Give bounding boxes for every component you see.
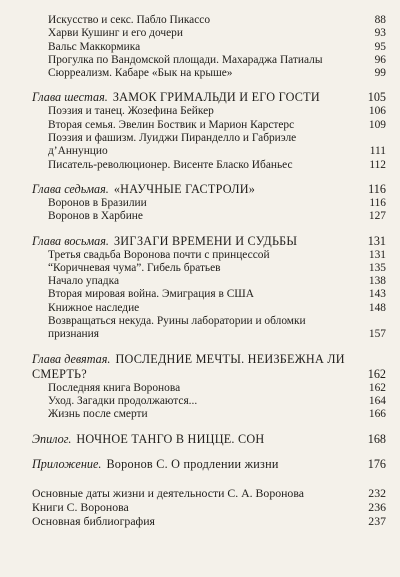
toc-entry [32, 105, 386, 118]
page-number: 131 [367, 233, 386, 248]
chapter-label: Глава шестая. [32, 90, 108, 105]
page-number: 131 [368, 248, 386, 261]
toc-entry-title-line: признания [48, 328, 99, 341]
toc-entry-text [32, 234, 348, 249]
toc-entry-text [48, 54, 348, 67]
toc-entry-title: Уход. Загадки продолжаются... [48, 394, 198, 407]
page-number: 232 [368, 485, 386, 500]
page-number: 112 [369, 158, 386, 171]
chapter-title: ЗИГЗАГИ ВРЕМЕНИ И СУДЬБЫ [113, 233, 298, 248]
toc-entry [32, 288, 386, 301]
page-number: 237 [368, 513, 386, 528]
toc-entry [32, 14, 386, 27]
toc-entry [32, 90, 386, 105]
page-number: 162 [367, 366, 386, 381]
page-number: 96 [374, 53, 386, 66]
page-number: 109 [368, 118, 386, 131]
toc-entry-title: Последняя книга Воронова [48, 381, 181, 394]
toc-entry-text [48, 408, 348, 421]
page-number: 116 [369, 196, 386, 209]
toc-entry [32, 315, 386, 342]
toc-entry-title: Книжное наследие [48, 301, 140, 314]
page-number: 127 [368, 210, 386, 223]
toc-entry-title-line: д’Аннунцио [48, 145, 108, 158]
toc-entry [32, 210, 386, 223]
toc-entry-title: Прогулка по Вандомской площади. Махараджа Патиалы [48, 53, 323, 66]
toc-entry-text [32, 500, 348, 514]
page-number: 162 [368, 381, 386, 394]
toc-entry [32, 27, 386, 40]
toc-entry-title: Книги С. Воронова [32, 499, 129, 514]
toc-entry-title: “Коричневая чума”. Гибель братьев [48, 261, 221, 274]
page-number: 106 [368, 105, 386, 118]
toc-entry-text [48, 14, 348, 27]
page-number: 164 [368, 394, 386, 407]
toc-entry-text [48, 395, 348, 408]
toc-entry [32, 500, 386, 514]
chapter-title-continued: СМЕРТЬ? [32, 366, 87, 381]
page-number: 111 [369, 145, 386, 158]
toc-entry [32, 457, 386, 472]
toc-entry [32, 119, 386, 132]
chapter-label: Приложение. [32, 456, 102, 471]
toc-entry-text [48, 159, 348, 172]
toc-entry-title: Вторая семья. Эвелин Боствик и Марион Карстерс [48, 118, 295, 131]
toc-entry-text [48, 275, 348, 288]
page-number: 166 [368, 408, 386, 421]
toc-entry-title: Жизнь после смерти [48, 408, 148, 421]
toc-entry [32, 514, 386, 528]
toc-entry-title: Искусство и секс. Пабло Пикассо [48, 14, 211, 26]
toc-entry-text [32, 486, 348, 500]
page-number: 88 [374, 14, 386, 26]
chapter-title: ЗАМОК ГРИМАЛЬДИ И ЕГО ГОСТИ [112, 90, 320, 105]
chapter-title: ПОСЛЕДНИЕ МЕЧТЫ. НЕИЗБЕЖНА ЛИ [115, 351, 345, 366]
toc-entry-title: Сюрреализм. Кабаре «Бык на крыше» [48, 67, 233, 80]
toc-entry-title: Основные даты жизни и деятельности С. А. Воронова [32, 485, 304, 500]
toc-entry [32, 395, 386, 408]
toc-entry-text [32, 352, 348, 382]
toc-entry-title-line: Поэзия и фашизм. Луиджи Пиранделло и Габриэле [48, 132, 297, 145]
toc-entry-text [48, 67, 348, 80]
toc-entry-text [48, 288, 348, 301]
page-number: 168 [367, 431, 386, 446]
toc-entry-text [48, 119, 348, 132]
page-number: 138 [368, 275, 386, 288]
toc-entry [32, 352, 386, 382]
toc-entry-text [48, 41, 348, 54]
toc-entry [32, 54, 386, 67]
page-number: 105 [367, 90, 386, 105]
page-number: 176 [367, 456, 386, 471]
toc-entry-title: Вальс Маккормика [48, 40, 141, 53]
toc-entry-text [48, 132, 348, 159]
chapter-label: Глава седьмая. [32, 181, 109, 196]
toc-entry-text [48, 302, 348, 315]
toc-entry [32, 275, 386, 288]
toc-entry [32, 432, 386, 447]
toc-entry-text [48, 197, 348, 210]
table-of-contents [32, 14, 386, 528]
toc-entry-text [32, 514, 348, 528]
toc-entry-text [48, 249, 348, 262]
chapter-title: Воронов С. О продлении жизни [106, 456, 279, 471]
toc-entry-text [32, 90, 348, 105]
toc-entry-title: Поэзия и танец. Жозефина Бейкер [48, 105, 214, 118]
chapter-label: Глава восьмая. [32, 233, 109, 248]
toc-entry-title: Харви Кушинг и его дочери [48, 27, 183, 40]
page-number: 148 [368, 301, 386, 314]
toc-entry [32, 486, 386, 500]
toc-entry [32, 249, 386, 262]
toc-entry [32, 408, 386, 421]
toc-entry [32, 132, 386, 159]
page-number: 135 [368, 261, 386, 274]
chapter-title: «НАУЧНЫЕ ГАСТРОЛИ» [113, 181, 256, 196]
chapter-label: Глава девятая. [32, 351, 111, 366]
chapter-label: Эпилог. [32, 431, 72, 446]
page-number: 236 [368, 499, 386, 514]
toc-entry-title: Начало упадка [48, 275, 119, 288]
toc-entry [32, 182, 386, 197]
toc-entry-title-line: Возвращаться некуда. Руины лаборатории и обломки [48, 315, 306, 328]
toc-entry-title: Воронов в Харбине [48, 210, 143, 223]
toc-entry [32, 262, 386, 275]
toc-entry-text [32, 182, 348, 197]
toc-entry-title: Писатель-революционер. Висенте Бласко Ибаньес [48, 158, 293, 171]
toc-entry [32, 67, 386, 80]
toc-entry-text [48, 315, 348, 342]
toc-entry-text [32, 432, 348, 447]
toc-entry [32, 234, 386, 249]
toc-entry-text [48, 27, 348, 40]
toc-entry [32, 159, 386, 172]
toc-entry-text [32, 457, 348, 472]
toc-entry-text [48, 105, 348, 118]
toc-entry [32, 197, 386, 210]
page-number: 99 [374, 67, 386, 80]
page-number: 95 [374, 40, 386, 53]
toc-entry-title: Третья свадьба Воронова почти с принцессой [48, 248, 270, 261]
toc-entry-title: Воронов в Бразилии [48, 196, 147, 209]
page-number: 116 [368, 181, 386, 196]
toc-entry [32, 382, 386, 395]
toc-entry-text [48, 262, 348, 275]
toc-entry-text [48, 210, 348, 223]
toc-entry-title: Вторая мировая война. Эмиграция в США [48, 288, 255, 301]
page-number: 143 [368, 288, 386, 301]
page-number: 93 [374, 27, 386, 40]
chapter-title: НОЧНОЕ ТАНГО В НИЦЦЕ. СОН [76, 431, 265, 446]
page-number: 157 [368, 328, 386, 341]
toc-entry [32, 302, 386, 315]
toc-entry-title: Основная библиография [32, 513, 155, 528]
toc-entry-text [48, 382, 348, 395]
toc-entry [32, 41, 386, 54]
